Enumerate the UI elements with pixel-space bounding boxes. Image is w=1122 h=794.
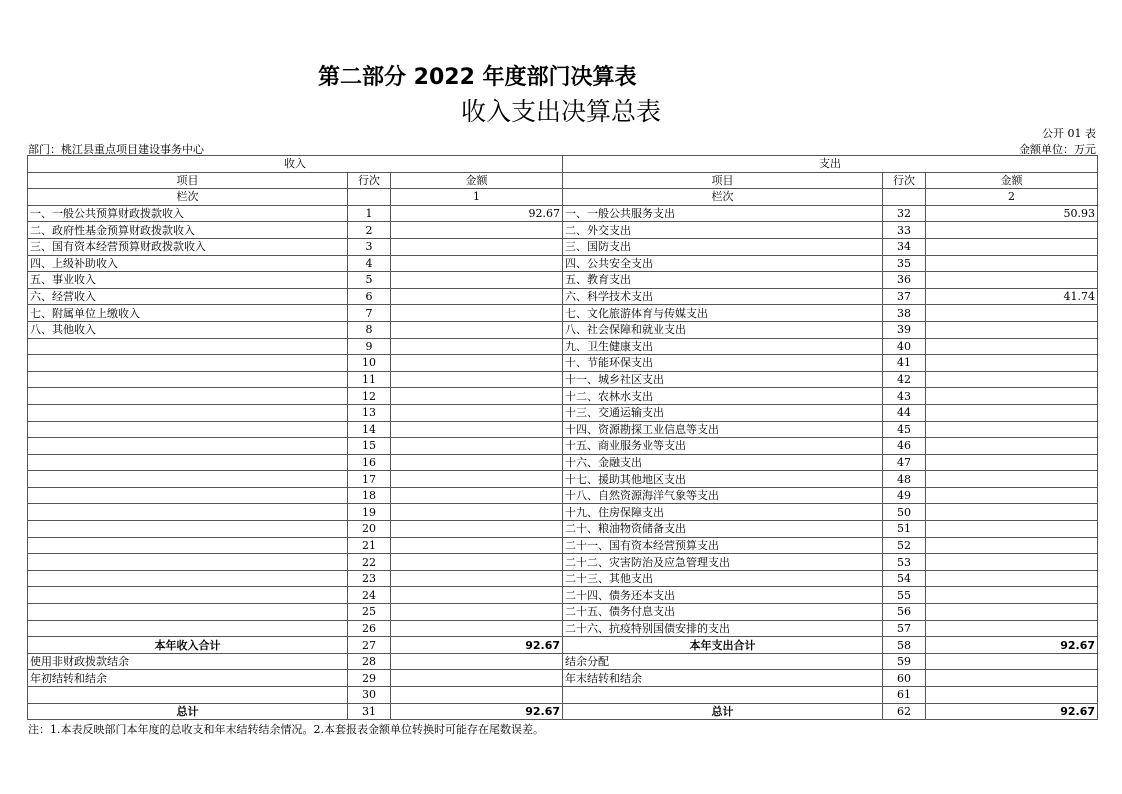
expense-item-cell: 二十二、灾害防治及应急管理支出 xyxy=(563,554,883,571)
income-amount-cell xyxy=(391,587,563,604)
income-amount-cell xyxy=(391,570,563,587)
income-item-cell xyxy=(28,537,348,554)
income-amount-cell xyxy=(391,670,563,687)
income-line-cell: 22 xyxy=(348,554,391,571)
expense-column-label: 栏次 xyxy=(563,189,883,206)
expense-item-cell: 一、一般公共服务支出 xyxy=(563,205,883,222)
expense-line-cell: 34 xyxy=(883,238,926,255)
expense-item-cell: 结余分配 xyxy=(563,653,883,670)
income-line-cell: 1 xyxy=(348,205,391,222)
income-line-cell: 12 xyxy=(348,388,391,405)
expense-amount-cell xyxy=(926,554,1098,571)
expense-line-cell: 52 xyxy=(883,537,926,554)
expense-amount-header: 金额 xyxy=(926,172,1098,189)
expense-item-cell: 五、教育支出 xyxy=(563,272,883,289)
expense-line-cell: 37 xyxy=(883,288,926,305)
expense-item-cell: 十一、城乡社区支出 xyxy=(563,371,883,388)
expense-amount-cell: 41.74 xyxy=(926,288,1098,305)
income-amount-cell xyxy=(391,554,563,571)
income-item-cell xyxy=(28,570,348,587)
income-item-cell xyxy=(28,404,348,421)
income-amount-cell: 92.67 xyxy=(391,205,563,222)
income-column-label: 栏次 xyxy=(28,189,348,206)
table-row xyxy=(28,554,1098,571)
income-amount-cell xyxy=(391,604,563,621)
income-line-cell: 29 xyxy=(348,670,391,687)
income-amount-cell xyxy=(391,338,563,355)
expense-amount-cell xyxy=(926,670,1098,687)
income-line-cell: 21 xyxy=(348,537,391,554)
income-amount-cell xyxy=(391,388,563,405)
expense-line-cell: 53 xyxy=(883,554,926,571)
income-line-cell: 3 xyxy=(348,238,391,255)
table-row xyxy=(28,504,1098,521)
income-line-header: 行次 xyxy=(348,172,391,189)
expense-line-cell: 54 xyxy=(883,570,926,587)
income-line-cell: 30 xyxy=(348,687,391,704)
expense-amount-cell xyxy=(926,388,1098,405)
income-line-cell: 11 xyxy=(348,371,391,388)
expense-item-cell: 年末结转和结余 xyxy=(563,670,883,687)
expense-item-header: 项目 xyxy=(563,172,883,189)
table-row xyxy=(28,338,1098,355)
income-amount-cell xyxy=(391,404,563,421)
expense-item-cell: 十五、商业服务业等支出 xyxy=(563,438,883,455)
income-item-cell xyxy=(28,338,348,355)
table-row xyxy=(28,653,1098,670)
expense-amount-cell xyxy=(926,521,1098,538)
income-line-cell: 6 xyxy=(348,288,391,305)
expense-amount-cell xyxy=(926,255,1098,272)
income-line-cell: 25 xyxy=(348,604,391,621)
expense-amount-cell xyxy=(926,504,1098,521)
expense-line-cell: 42 xyxy=(883,371,926,388)
expense-amount-cell xyxy=(926,272,1098,289)
table-row xyxy=(28,521,1098,538)
income-item-cell: 使用非财政拨款结余 xyxy=(28,653,348,670)
table-row xyxy=(28,222,1098,239)
income-line-cell: 18 xyxy=(348,487,391,504)
income-item-cell xyxy=(28,487,348,504)
expense-amount-cell xyxy=(926,371,1098,388)
income-amount-cell xyxy=(391,471,563,488)
expense-amount-cell xyxy=(926,653,1098,670)
income-amount-cell xyxy=(391,454,563,471)
expense-line-cell: 56 xyxy=(883,604,926,621)
table-row xyxy=(28,255,1098,272)
expense-line-cell: 58 xyxy=(883,637,926,654)
income-header: 收入 xyxy=(28,156,563,173)
expense-item-cell: 十四、资源勘探工业信息等支出 xyxy=(563,421,883,438)
expense-amount-cell xyxy=(926,620,1098,637)
table-row xyxy=(28,404,1098,421)
income-line-cell: 17 xyxy=(348,471,391,488)
table-row xyxy=(28,570,1098,587)
income-item-cell: 本年收入合计 xyxy=(28,637,348,654)
expense-line-cell: 35 xyxy=(883,255,926,272)
income-amount-cell xyxy=(391,487,563,504)
income-line-cell: 23 xyxy=(348,570,391,587)
unit-label: 金额单位：万元 xyxy=(1019,143,1096,156)
table-row xyxy=(28,355,1098,372)
expense-line-cell: 38 xyxy=(883,305,926,322)
income-line-cell: 7 xyxy=(348,305,391,322)
income-amount-cell xyxy=(391,620,563,637)
income-amount-cell xyxy=(391,653,563,670)
expense-item-cell: 二十三、其他支出 xyxy=(563,570,883,587)
expense-line-cell: 49 xyxy=(883,487,926,504)
income-item-cell xyxy=(28,521,348,538)
table-code: 公开 01 表 xyxy=(1042,127,1096,140)
expense-item-cell: 总计 xyxy=(563,703,883,720)
table-row xyxy=(28,537,1098,554)
expense-item-cell: 二十四、债务还本支出 xyxy=(563,587,883,604)
income-item-cell xyxy=(28,421,348,438)
expense-amount-cell: 50.93 xyxy=(926,205,1098,222)
income-amount-cell xyxy=(391,421,563,438)
income-line-cell: 5 xyxy=(348,272,391,289)
income-item-cell: 八、其他收入 xyxy=(28,321,348,338)
income-item-cell xyxy=(28,504,348,521)
income-line-cell: 13 xyxy=(348,404,391,421)
table-row xyxy=(28,305,1098,322)
income-item-cell xyxy=(28,604,348,621)
income-item-cell xyxy=(28,371,348,388)
income-amount-cell xyxy=(391,288,563,305)
expense-item-cell: 十八、自然资源海洋气象等支出 xyxy=(563,487,883,504)
expense-line-cell: 32 xyxy=(883,205,926,222)
expense-item-cell: 十七、援助其他地区支出 xyxy=(563,471,883,488)
header-row-column-label xyxy=(28,189,1098,206)
expense-item-cell: 十六、金融支出 xyxy=(563,454,883,471)
income-amount-cell xyxy=(391,355,563,372)
expense-col-number: 2 xyxy=(926,189,1098,206)
expense-line-cell: 43 xyxy=(883,388,926,405)
expense-amount-cell xyxy=(926,321,1098,338)
income-amount-cell xyxy=(391,537,563,554)
income-amount-cell xyxy=(391,272,563,289)
table-row xyxy=(28,703,1098,720)
page-title: 第二部分 2022 年度部门决算表 xyxy=(318,65,637,90)
expense-amount-cell xyxy=(926,355,1098,372)
income-item-cell: 一、一般公共预算财政拨款收入 xyxy=(28,205,348,222)
expense-item-cell: 二十一、国有资本经营预算支出 xyxy=(563,537,883,554)
expense-line-cell: 57 xyxy=(883,620,926,637)
table-row xyxy=(28,238,1098,255)
expense-line-cell: 62 xyxy=(883,703,926,720)
income-line-cell: 27 xyxy=(348,637,391,654)
table-row xyxy=(28,487,1098,504)
expense-amount-cell xyxy=(926,587,1098,604)
income-item-cell xyxy=(28,388,348,405)
table-row xyxy=(28,272,1098,289)
expense-line-cell: 61 xyxy=(883,687,926,704)
income-line-cell: 4 xyxy=(348,255,391,272)
income-amount-cell xyxy=(391,504,563,521)
expense-line-cell: 50 xyxy=(883,504,926,521)
income-line-cell: 8 xyxy=(348,321,391,338)
income-line-cell: 26 xyxy=(348,620,391,637)
expense-line-cell: 60 xyxy=(883,670,926,687)
income-line-cell: 24 xyxy=(348,587,391,604)
expense-line-cell: 46 xyxy=(883,438,926,455)
income-item-cell xyxy=(28,554,348,571)
expense-line-cell: 45 xyxy=(883,421,926,438)
expense-amount-cell xyxy=(926,438,1098,455)
income-item-cell: 六、经营收入 xyxy=(28,288,348,305)
income-amount-cell xyxy=(391,438,563,455)
income-amount-cell: 92.67 xyxy=(391,637,563,654)
expense-header: 支出 xyxy=(563,156,1098,173)
expense-amount-cell xyxy=(926,222,1098,239)
table-row xyxy=(28,587,1098,604)
expense-line-cell: 48 xyxy=(883,471,926,488)
expense-item-cell: 六、科学技术支出 xyxy=(563,288,883,305)
table-row xyxy=(28,471,1098,488)
income-line-cell: 20 xyxy=(348,521,391,538)
income-item-cell xyxy=(28,687,348,704)
table-row xyxy=(28,321,1098,338)
table-row xyxy=(28,604,1098,621)
expense-item-cell: 二十、粮油物资储备支出 xyxy=(563,521,883,538)
income-item-header: 项目 xyxy=(28,172,348,189)
expense-line-cell: 40 xyxy=(883,338,926,355)
expense-item-cell: 十、节能环保支出 xyxy=(563,355,883,372)
expense-amount-cell: 92.67 xyxy=(926,703,1098,720)
table-row xyxy=(28,421,1098,438)
expense-item-cell: 九、卫生健康支出 xyxy=(563,338,883,355)
income-line-cell: 16 xyxy=(348,454,391,471)
empty-cell xyxy=(883,189,926,206)
income-item-cell: 三、国有资本经营预算财政拨款收入 xyxy=(28,238,348,255)
expense-line-cell: 41 xyxy=(883,355,926,372)
income-amount-cell: 92.67 xyxy=(391,703,563,720)
expense-amount-cell xyxy=(926,404,1098,421)
income-line-cell: 15 xyxy=(348,438,391,455)
subtitle-text: 收入支出决算总表 xyxy=(460,97,661,126)
table-row xyxy=(28,620,1098,637)
expense-amount-cell xyxy=(926,537,1098,554)
expense-item-cell: 三、国防支出 xyxy=(563,238,883,255)
expense-amount-cell xyxy=(926,471,1098,488)
income-line-cell: 9 xyxy=(348,338,391,355)
expense-amount-cell xyxy=(926,421,1098,438)
header-row-columns xyxy=(28,172,1098,189)
expense-line-cell: 55 xyxy=(883,587,926,604)
income-amount-cell xyxy=(391,321,563,338)
income-line-cell: 14 xyxy=(348,421,391,438)
expense-line-cell: 59 xyxy=(883,653,926,670)
income-item-cell xyxy=(28,355,348,372)
table-subtitle xyxy=(0,92,1122,128)
income-amount-cell xyxy=(391,687,563,704)
expense-item-cell: 四、公共安全支出 xyxy=(563,255,883,272)
income-item-cell xyxy=(28,438,348,455)
income-amount-cell xyxy=(391,521,563,538)
expense-line-header: 行次 xyxy=(883,172,926,189)
expense-amount-cell xyxy=(926,570,1098,587)
expense-item-cell xyxy=(563,687,883,704)
expense-line-cell: 33 xyxy=(883,222,926,239)
footnote: 注：1.本表反映部门本年度的总收支和年末结转结余情况。2.本套报表金额单位转换时可能存在尾数误差。 xyxy=(28,723,544,736)
expense-item-cell: 十三、交通运输支出 xyxy=(563,404,883,421)
expense-line-cell: 44 xyxy=(883,404,926,421)
header-row-section xyxy=(28,156,1098,173)
income-amount-header: 金额 xyxy=(391,172,563,189)
income-amount-cell xyxy=(391,255,563,272)
expense-item-cell: 八、社会保障和就业支出 xyxy=(563,321,883,338)
expense-item-cell: 二十五、债务付息支出 xyxy=(563,604,883,621)
expense-amount-cell xyxy=(926,604,1098,621)
income-amount-cell xyxy=(391,305,563,322)
income-item-cell xyxy=(28,471,348,488)
income-amount-cell xyxy=(391,371,563,388)
department-label: 部门：桃江县重点项目建设事务中心 xyxy=(28,143,204,156)
expense-line-cell: 39 xyxy=(883,321,926,338)
table-row xyxy=(28,687,1098,704)
empty-cell xyxy=(348,189,391,206)
expense-amount-cell xyxy=(926,487,1098,504)
table-row xyxy=(28,670,1098,687)
income-line-cell: 10 xyxy=(348,355,391,372)
expense-amount-cell xyxy=(926,238,1098,255)
table-row xyxy=(28,371,1098,388)
expense-amount-cell: 92.67 xyxy=(926,637,1098,654)
income-amount-cell xyxy=(391,238,563,255)
income-line-cell: 31 xyxy=(348,703,391,720)
income-line-cell: 28 xyxy=(348,653,391,670)
table-row xyxy=(28,438,1098,455)
expense-item-cell: 二、外交支出 xyxy=(563,222,883,239)
expense-amount-cell xyxy=(926,454,1098,471)
table-row xyxy=(28,288,1098,305)
income-item-cell: 七、附属单位上缴收入 xyxy=(28,305,348,322)
income-item-cell: 五、事业收入 xyxy=(28,272,348,289)
income-item-cell: 四、上级补助收入 xyxy=(28,255,348,272)
income-col-number: 1 xyxy=(391,189,563,206)
expense-line-cell: 47 xyxy=(883,454,926,471)
expense-amount-cell xyxy=(926,305,1098,322)
income-item-cell: 总计 xyxy=(28,703,348,720)
income-item-cell xyxy=(28,587,348,604)
table-row xyxy=(28,454,1098,471)
income-item-cell: 二、政府性基金预算财政拨款收入 xyxy=(28,222,348,239)
table-row xyxy=(28,637,1098,654)
income-expense-table xyxy=(27,155,1098,720)
income-item-cell xyxy=(28,454,348,471)
income-amount-cell xyxy=(391,222,563,239)
income-item-cell xyxy=(28,620,348,637)
income-line-cell: 2 xyxy=(348,222,391,239)
table-row xyxy=(28,205,1098,222)
expense-line-cell: 36 xyxy=(883,272,926,289)
expense-item-cell: 二十六、抗疫特别国债安排的支出 xyxy=(563,620,883,637)
income-item-cell: 年初结转和结余 xyxy=(28,670,348,687)
income-line-cell: 19 xyxy=(348,504,391,521)
table-row xyxy=(28,388,1098,405)
expense-amount-cell xyxy=(926,338,1098,355)
expense-item-cell: 十二、农林水支出 xyxy=(563,388,883,405)
expense-item-cell: 十九、住房保障支出 xyxy=(563,504,883,521)
expense-amount-cell xyxy=(926,687,1098,704)
expense-item-cell: 七、文化旅游体育与传媒支出 xyxy=(563,305,883,322)
expense-item-cell: 本年支出合计 xyxy=(563,637,883,654)
expense-line-cell: 51 xyxy=(883,521,926,538)
